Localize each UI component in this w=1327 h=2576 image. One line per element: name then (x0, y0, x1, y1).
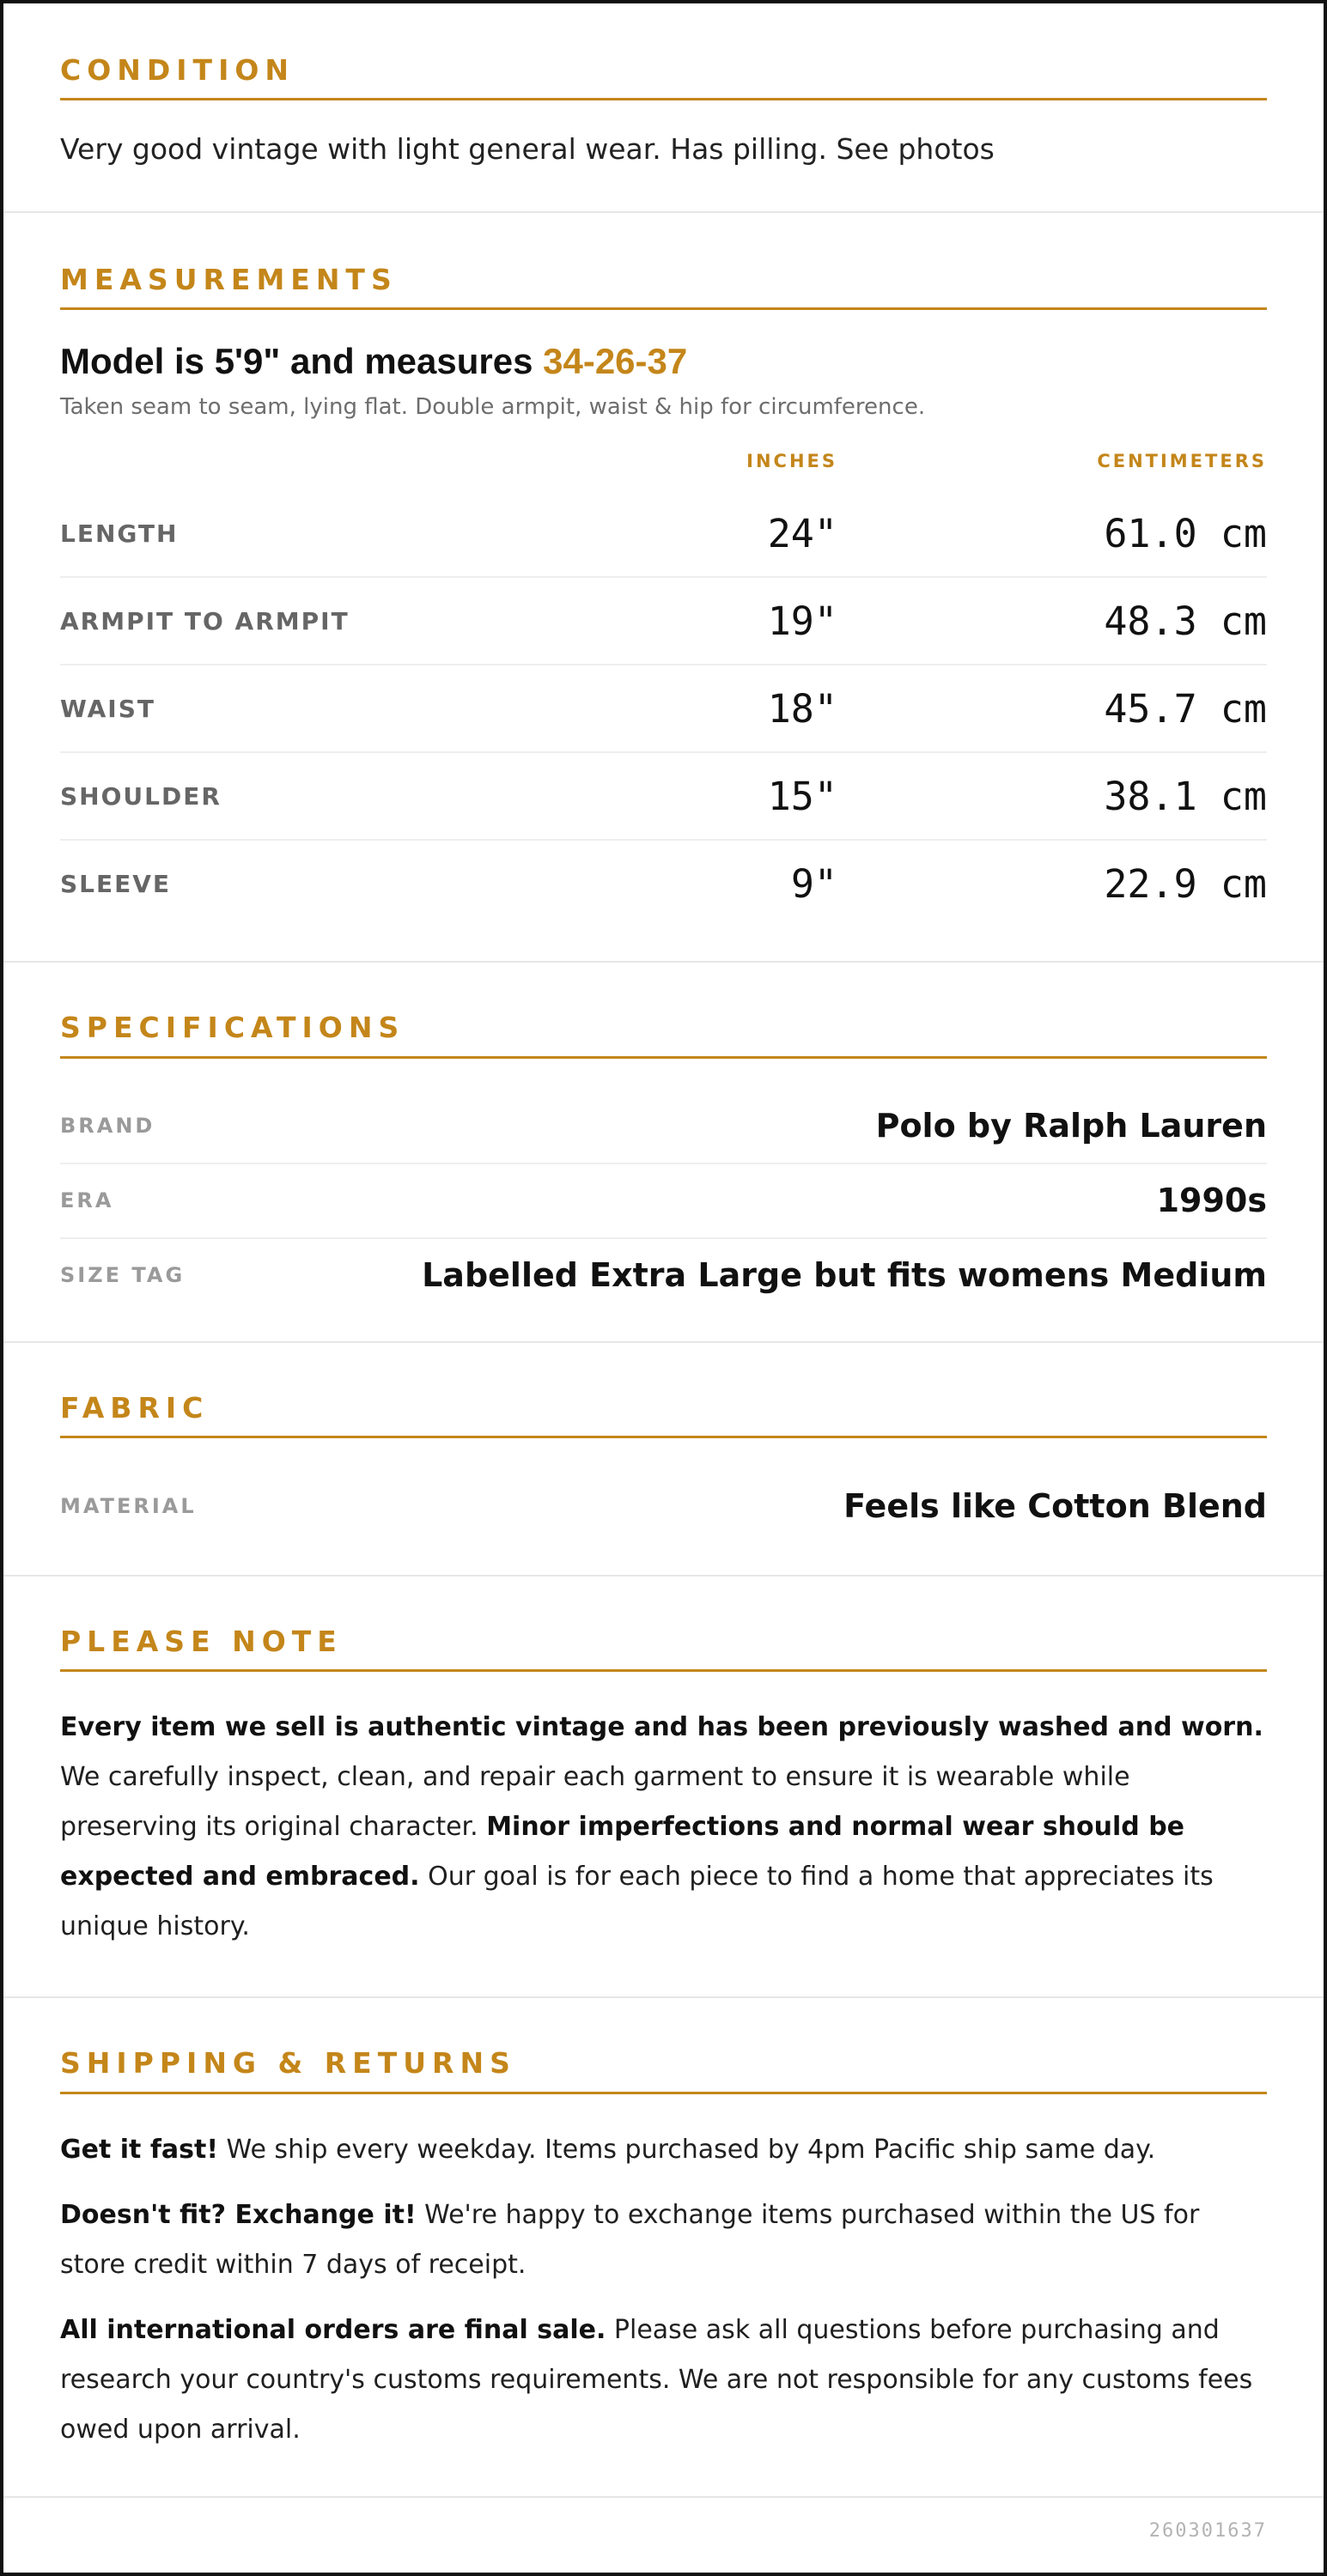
measurement-note: Taken seam to seam, lying flat. Double armpit, waist & hip for circumference. (60, 394, 926, 421)
measurement-row (60, 753, 1267, 841)
fabric-heading: FABRIC (60, 1393, 1267, 1438)
measurement-inches: 15" (767, 773, 837, 819)
shipping-bold-1: Get it fast! (60, 2134, 218, 2165)
measurement-row (60, 841, 1267, 927)
spec-value: Feels like Cotton Blend (843, 1486, 1267, 1525)
please-note-heading: PLEASE NOTE (60, 1626, 1267, 1672)
measurement-label: LENGTH (60, 519, 179, 548)
condition-text: Very good vintage with light general wear. Has pilling. See photos (60, 132, 995, 167)
specifications-list (60, 1090, 1267, 1312)
measurement-centimeters: 45.7 cm (1104, 685, 1267, 732)
shipping-bold-2: Doesn't fit? Exchange it! (60, 2199, 417, 2230)
fabric-section (3, 1343, 1324, 1577)
model-measures-value: 34-26-37 (543, 341, 688, 382)
shipping-paragraph-2 (60, 2190, 1267, 2290)
model-prefix: Model is 5'9" and measures (60, 341, 544, 382)
measurement-label: ARMPIT TO ARMPIT (60, 606, 350, 635)
shipping-heading: SHIPPING & RETURNS (60, 2048, 1267, 2093)
measurements-heading: MEASUREMENTS (60, 264, 1267, 310)
spec-value: 1990s (1156, 1182, 1267, 1220)
shipping-paragraph-1 (60, 2125, 1267, 2175)
measurement-centimeters: 38.1 cm (1104, 773, 1267, 819)
condition-heading: CONDITION (60, 55, 1267, 100)
spec-label: BRAND (60, 1114, 155, 1139)
note-bold-2: Minor imperfections and normal wear should be expected and embraced. (60, 1812, 1185, 1893)
spec-row-material (60, 1469, 1267, 1542)
spec-label: SIZE TAG (60, 1263, 186, 1288)
spec-label: MATERIAL (60, 1493, 197, 1518)
spec-row-brand (60, 1090, 1267, 1164)
measurement-inches: 24" (767, 510, 837, 556)
measurement-label: SHOULDER (60, 781, 222, 811)
measurement-inches: 18" (767, 685, 837, 732)
note-text-1: We carefully inspect, clean, and repair each garment to ensure it is wearable while preserving its original character. (60, 1762, 1130, 1843)
please-note-section (3, 1577, 1324, 1998)
note-text-2: Our goal is for each piece to find a home that appreciates its unique history. (60, 1862, 1214, 1942)
shipping-section (3, 1998, 1324, 2497)
measurement-table-header (60, 451, 1267, 490)
shipping-bold-3: All international orders are final sale. (60, 2314, 606, 2345)
measurement-inches: 19" (767, 598, 837, 644)
spec-row-size-tag (60, 1239, 1267, 1312)
measurement-label: WAIST (60, 694, 155, 723)
measurement-centimeters: 61.0 cm (1104, 510, 1267, 556)
spec-value: Polo by Ralph Lauren (875, 1107, 1267, 1145)
measurement-table (60, 490, 1267, 927)
item-id: 260301637 (1148, 2520, 1267, 2542)
measurement-row (60, 665, 1267, 753)
measurement-centimeters: 48.3 cm (1104, 598, 1267, 644)
condition-section (3, 3, 1324, 213)
note-bold-1: Every item we sell is authentic vintage and has been previously washed and worn. (60, 1712, 1263, 1743)
fabric-list (60, 1469, 1267, 1542)
measurement-row (60, 578, 1267, 665)
model-measurements-line (60, 341, 1267, 382)
spec-label: ERA (60, 1188, 114, 1213)
measurement-inches: 9" (790, 860, 837, 907)
column-header-inches: INCHES (746, 451, 837, 472)
shipping-text-2: We're happy to exchange items purchased within the US for store credit within 7 days of receipt. (60, 2199, 1200, 2280)
measurement-centimeters: 22.9 cm (1104, 860, 1267, 907)
measurement-label: SLEEVE (60, 869, 172, 898)
specifications-heading: SPECIFICATIONS (60, 1012, 1267, 1058)
shipping-text-3: Please ask all questions before purchasing and research your country's customs requirements. We are not responsible for any customs fees owed upon arrival. (60, 2314, 1253, 2445)
please-note-paragraph (60, 1703, 1267, 1952)
measurement-row (60, 490, 1267, 578)
spec-row-era (60, 1164, 1267, 1239)
shipping-text-1: We ship every weekday. Items purchased by 4pm Pacific ship same day. (218, 2134, 1156, 2165)
spec-value: Labelled Extra Large but fits womens Medium (422, 1256, 1267, 1295)
column-header-centimeters: CENTIMETERS (1097, 451, 1267, 472)
shipping-paragraph-3 (60, 2306, 1267, 2455)
measurements-section (3, 213, 1324, 963)
specifications-section (3, 963, 1324, 1342)
